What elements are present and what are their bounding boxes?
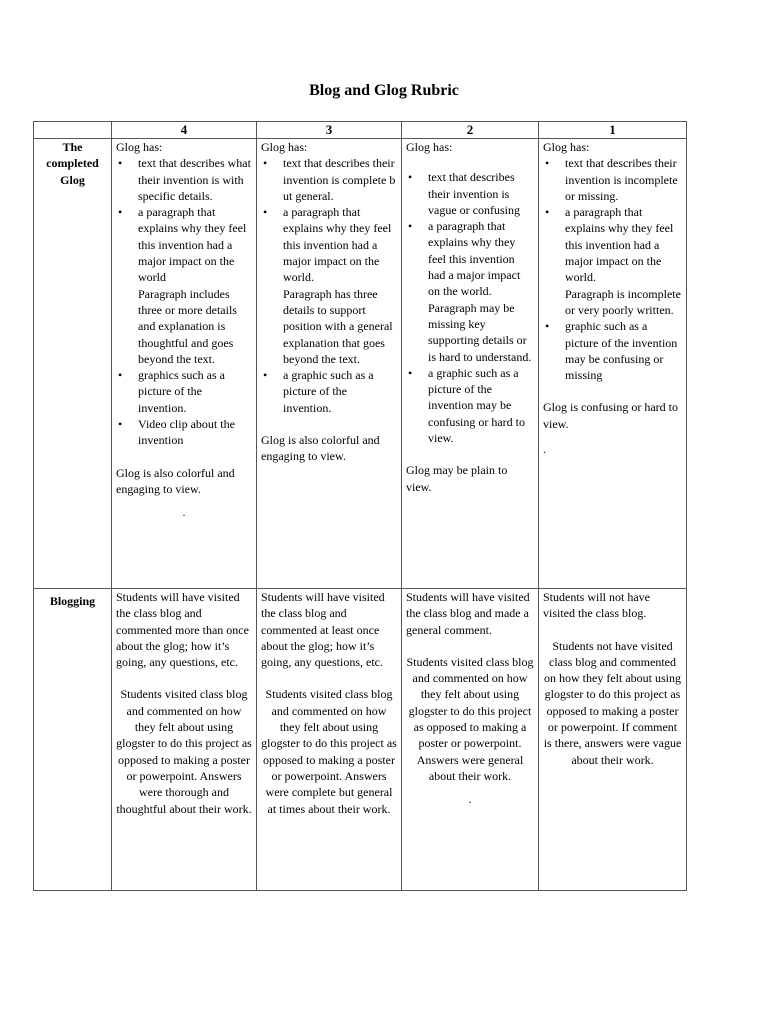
list-item: [283, 204, 397, 367]
blog-requirement: Students will not have visited the class blog.: [543, 590, 650, 621]
list-item: • a paragraph that explains why they feel this invention had a major impact on the world. Paragraph may be missing key supporting details or is hard to understand.: [428, 218, 534, 365]
header-score-1: 1: [539, 122, 687, 139]
criteria-list: [116, 155, 252, 448]
blog-requirement: Students will have visited the class blog and commented at least once about the glog; how it’s going, any questions, etc.: [261, 590, 385, 670]
blog-requirement: Students will have visited the class blog and made a general comment.: [406, 590, 530, 637]
blog-cell-score-2: [402, 589, 539, 891]
stray-dot: .: [543, 442, 546, 457]
list-item: • text that describes their invention is vague or confusing: [428, 169, 534, 218]
header-score-3: 3: [257, 122, 402, 139]
stray-dot: .: [182, 505, 186, 520]
cell-closing: Glog is also colorful and engaging to view.: [261, 433, 380, 464]
list-item: [138, 204, 252, 367]
list-item: • graphics such as a picture of the invention.: [138, 367, 252, 416]
paragraph-criteria: Paragraph includes three or more details and explanation is thoughtful and goes beyond the text.: [138, 286, 237, 366]
row-label-blogging: Blogging: [34, 589, 112, 891]
header-score-4: 4: [112, 122, 257, 139]
blog-reflection: Students visited class blog and commented on how they felt about using glogster to do this project as opposed to making a poster or powerpoint. Answers were thorough and thoughtful about their work.: [116, 687, 252, 816]
rubric-table: [33, 121, 687, 891]
paragraph-criteria: Paragraph is incomplete or very poorly written.: [565, 286, 681, 317]
list-item: [565, 204, 682, 318]
criteria-list: [261, 155, 397, 416]
list-item-text: a paragraph that explains why they feel this invention had a major impact on the world: [138, 205, 247, 285]
blog-cell-score-1: [539, 589, 687, 891]
list-item: • a graphic such as a picture of the invention may be confusing or hard to view.: [428, 365, 534, 446]
cell-intro: Glog has:: [406, 140, 453, 154]
glog-cell-score-1: [539, 139, 687, 589]
row-blogging: [34, 589, 687, 891]
glog-cell-score-2: [402, 139, 539, 589]
list-item: • Video clip about the invention: [138, 416, 252, 449]
blog-cell-score-3: [257, 589, 402, 891]
cell-closing: Glog is confusing or hard to view.: [543, 400, 678, 431]
cell-intro: Glog has:: [116, 140, 163, 154]
header-score-2: 2: [402, 122, 539, 139]
glog-cell-score-3: [257, 139, 402, 589]
cell-intro: Glog has:: [543, 140, 590, 154]
blog-cell-score-4: [112, 589, 257, 891]
stray-dot: .: [468, 792, 472, 807]
row-label-completed-glog: The completed Glog: [34, 139, 112, 589]
list-item-text: a paragraph that explains why they feel this invention had a major impact on the world.: [283, 205, 392, 285]
cell-closing: Glog is also colorful and engaging to view.: [116, 465, 235, 496]
list-item: • text that describes what their invention is with specific details.: [138, 155, 252, 204]
criteria-list: [543, 155, 682, 383]
cell-intro: Glog has:: [261, 140, 308, 154]
header-cell-empty: [34, 122, 112, 139]
list-item: • text that describes their invention is incomplete or missing.: [565, 155, 682, 204]
criteria-list: [406, 169, 534, 446]
blog-reflection: Students visited class blog and commented on how they felt about using glogster to do this project as opposed to making a poster or powerpoint. Answers were complete but general at times about their work.: [261, 687, 397, 816]
glog-cell-score-4: [112, 139, 257, 589]
list-item: • text that describes their invention is complete b ut general.: [283, 155, 397, 204]
blog-reflection: Students not have visited class blog and commented on how they felt about using glogster to do this project as opposed to making a poster or powerpoint. If comment is there, answers were vague about their work.: [543, 638, 682, 767]
list-item-text: a paragraph that explains why they feel this invention had a major impact on the world.: [565, 205, 674, 285]
cell-closing: Glog may be plain to view.: [406, 463, 508, 494]
list-item: • graphic such as a picture of the invention may be confusing or missing: [565, 318, 682, 383]
header-row: [34, 122, 687, 139]
paragraph-criteria: Paragraph has three details to support position with a general explanation that goes beyond the text.: [283, 286, 393, 366]
blog-reflection: Students visited class blog and commented on how they felt about using glogster to do this project as opposed to making a poster or powerpoint. Answers were general about their work.: [406, 654, 534, 783]
blog-requirement: Students will have visited the class blog and commented more than once about the glog; how it’s going, any questions, etc.: [116, 590, 249, 670]
row-completed-glog: [34, 139, 687, 589]
page-title: Blog and Glog Rubric: [309, 82, 459, 99]
list-item: • a graphic such as a picture of the invention.: [283, 367, 397, 416]
